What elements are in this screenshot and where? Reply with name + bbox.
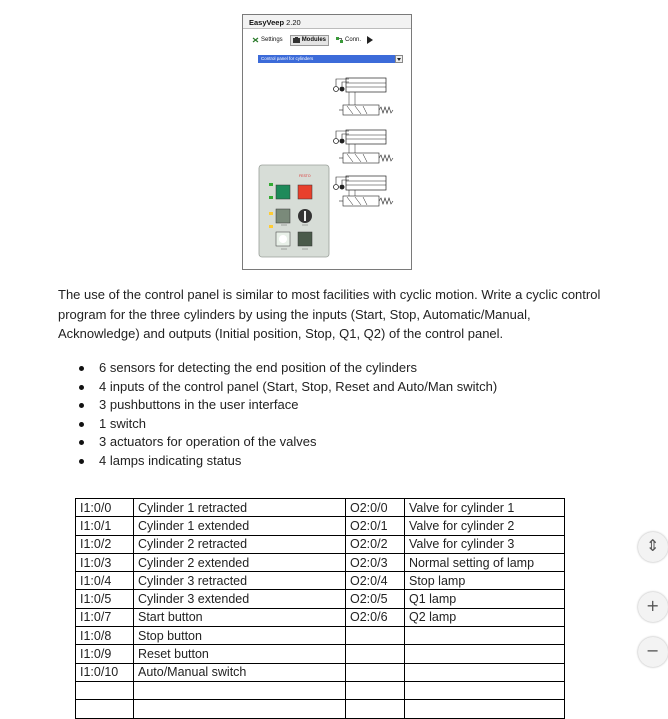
app-title-bar: [243, 15, 411, 29]
panel-brand: FESTO: [299, 174, 311, 178]
list-item: 6 sensors for detecting the end position of the cylinders: [76, 359, 497, 378]
zoom-out-button[interactable]: [638, 637, 668, 667]
chevron-down-icon[interactable]: [395, 55, 403, 63]
conn-label: Conn.: [345, 37, 362, 43]
lamp-q2-icon: [298, 232, 312, 246]
output-description: Q2 lamp: [405, 608, 565, 626]
app-name: EasyVeep: [249, 18, 285, 27]
output-description: [405, 663, 565, 681]
input-description: Reset button: [134, 645, 346, 663]
tools-icon: [252, 37, 259, 43]
output-description: [405, 700, 565, 718]
input-description: Start button: [134, 608, 346, 626]
easyveep-window: [242, 14, 412, 270]
list-item: 1 switch: [76, 415, 497, 434]
table-row: [76, 681, 565, 699]
output-address: O2:0/3: [346, 553, 405, 571]
list-item: 4 inputs of the control panel (Start, Stop, Reset and Auto/Man switch): [76, 378, 497, 397]
start-button-icon: [276, 185, 290, 199]
lamp-icon: [269, 183, 273, 186]
modules-label: Modules: [301, 37, 327, 43]
module-icon: [293, 37, 300, 43]
app-version: 2.20: [286, 18, 301, 27]
table-row: [76, 663, 565, 681]
list-item: 3 actuators for operation of the valves: [76, 433, 497, 452]
output-description: [405, 627, 565, 645]
plus-icon: +: [646, 596, 660, 615]
list-item: 3 pushbuttons in the user interface: [76, 396, 497, 415]
component-list: [76, 359, 497, 471]
output-address: [346, 663, 405, 681]
modules-button[interactable]: [290, 35, 329, 46]
module-select[interactable]: [258, 55, 403, 63]
input-description: Cylinder 3 retracted: [134, 572, 346, 590]
table-row: [76, 700, 565, 718]
output-address: O2:0/1: [346, 517, 405, 535]
output-description: [405, 681, 565, 699]
lamp-icon: [269, 196, 273, 199]
output-address: O2:0/2: [346, 535, 405, 553]
list-item: 4 lamps indicating status: [76, 452, 497, 471]
input-description: [134, 700, 346, 718]
cylinder-schematic: [243, 65, 413, 271]
output-address: [346, 700, 405, 718]
input-description: Cylinder 1 extended: [134, 517, 346, 535]
input-description: Cylinder 3 extended: [134, 590, 346, 608]
input-description: Cylinder 1 retracted: [134, 499, 346, 517]
input-address: I1:0/8: [76, 627, 134, 645]
minus-icon: −: [646, 641, 660, 660]
input-address: I1:0/7: [76, 608, 134, 626]
input-address: [76, 700, 134, 718]
table-row: [76, 572, 565, 590]
input-description: Cylinder 2 retracted: [134, 535, 346, 553]
toolbar-more-arrow-icon[interactable]: [367, 36, 373, 44]
conn-button[interactable]: [333, 35, 364, 46]
input-address: [76, 681, 134, 699]
fit-button[interactable]: [638, 532, 668, 562]
input-description: Auto/Manual switch: [134, 663, 346, 681]
input-address: I1:0/9: [76, 645, 134, 663]
output-description: [405, 645, 565, 663]
table-row: [76, 627, 565, 645]
output-address: [346, 645, 405, 663]
input-address: I1:0/2: [76, 535, 134, 553]
output-description: Valve for cylinder 3: [405, 535, 565, 553]
lamp-icon: [269, 225, 273, 228]
output-description: Valve for cylinder 2: [405, 517, 565, 535]
table-row: [76, 535, 565, 553]
cylinder-1-icon: [334, 78, 394, 115]
table-row: [76, 590, 565, 608]
description-paragraph: The use of the control panel is similar to most facilities with cyclic motion. Write a cyclic control program for the three cylinders by using the inputs (Start, Stop, Automatic/Manual, Acknowledge) and outputs (Initial position, Stop, Q1, Q2) of the control panel.: [58, 287, 601, 341]
input-description: Stop button: [134, 627, 346, 645]
output-address: O2:0/4: [346, 572, 405, 590]
fit-icon: ⇕: [646, 536, 660, 555]
settings-button[interactable]: [249, 35, 286, 46]
table-row: [76, 517, 565, 535]
zoom-in-button[interactable]: [638, 592, 668, 622]
cylinder-2-icon: [334, 130, 394, 163]
input-address: I1:0/10: [76, 663, 134, 681]
output-description: Valve for cylinder 1: [405, 499, 565, 517]
table-row: [76, 645, 565, 663]
input-address: I1:0/3: [76, 553, 134, 571]
output-address: [346, 681, 405, 699]
input-address: I1:0/5: [76, 590, 134, 608]
app-toolbar: [245, 33, 409, 47]
control-panel: [259, 165, 329, 257]
output-address: [346, 627, 405, 645]
table-row: [76, 553, 565, 571]
table-row: [76, 499, 565, 517]
output-description: Stop lamp: [405, 572, 565, 590]
connection-icon: [336, 37, 343, 43]
reset-button-icon: [276, 209, 290, 223]
io-assignment-table: [75, 498, 565, 719]
cylinder-3-icon: [334, 176, 394, 206]
input-description: Cylinder 2 extended: [134, 553, 346, 571]
settings-label: Settings: [261, 37, 283, 43]
module-select-value: Control panel for cylinders: [261, 56, 314, 61]
output-address: O2:0/0: [346, 499, 405, 517]
table-row: [76, 608, 565, 626]
output-description: Q1 lamp: [405, 590, 565, 608]
input-address: I1:0/0: [76, 499, 134, 517]
output-description: Normal setting of lamp: [405, 553, 565, 571]
output-address: O2:0/5: [346, 590, 405, 608]
stop-button-icon: [298, 185, 312, 199]
input-address: I1:0/1: [76, 517, 134, 535]
lamp-icon: [269, 212, 273, 215]
input-description: [134, 681, 346, 699]
output-address: O2:0/6: [346, 608, 405, 626]
input-address: I1:0/4: [76, 572, 134, 590]
